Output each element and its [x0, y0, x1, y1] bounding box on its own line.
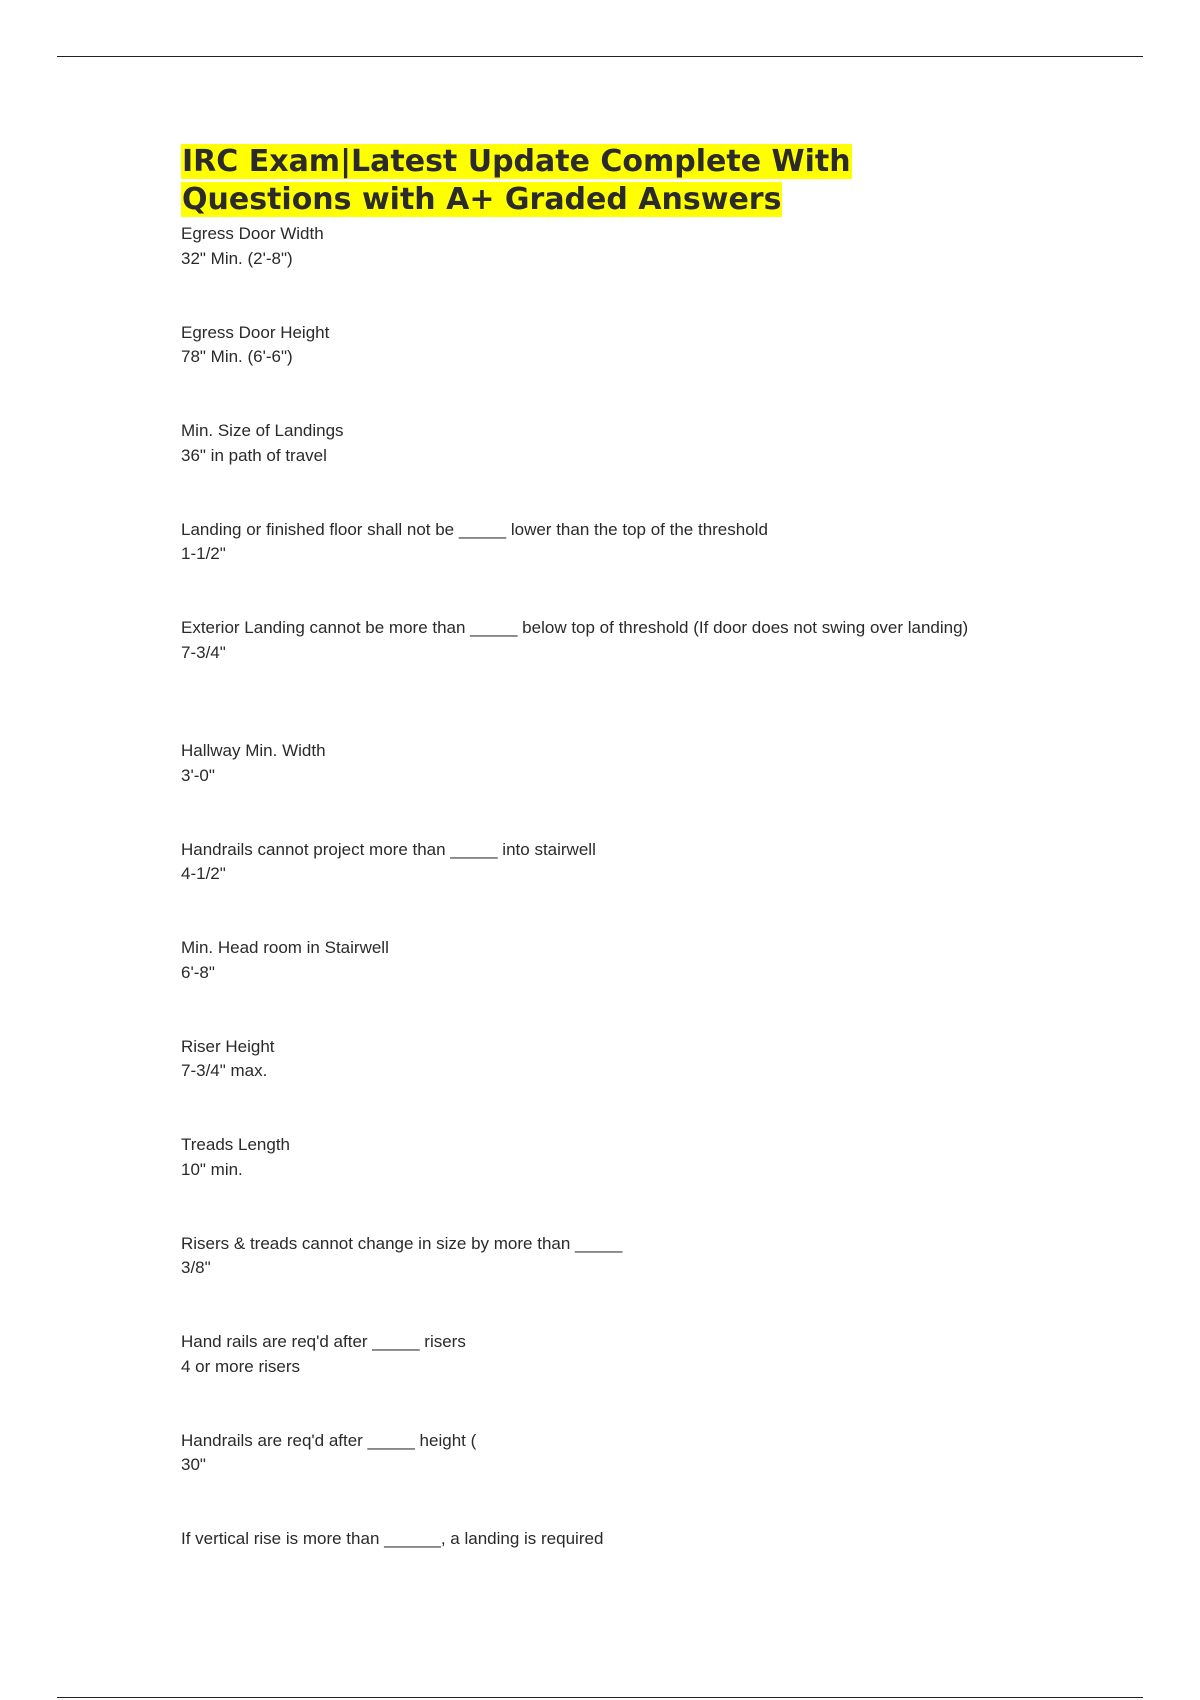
flashcard-answer: 6'-8" — [181, 962, 215, 982]
flashcard-question: Hallway Min. Width — [181, 741, 326, 760]
flashcard — [181, 518, 981, 617]
flashcard — [181, 739, 981, 838]
flashcard — [181, 1035, 981, 1134]
flashcard-question: Risers & treads cannot change in size by more than _____ — [181, 1233, 623, 1253]
flashcard-list — [181, 222, 981, 1626]
flashcard-answer: 4-1/2" — [181, 864, 226, 883]
document-title — [181, 143, 981, 219]
flashcard-question: Handrails cannot project more than _____ into stairwell — [181, 839, 596, 859]
flashcard-question: If vertical rise is more than ______, a landing is required — [181, 1529, 604, 1548]
flashcard — [181, 1232, 981, 1331]
flashcard — [181, 936, 981, 1035]
flashcard — [181, 1429, 981, 1528]
document-body — [181, 143, 981, 1626]
flashcard-question: Egress Door Height — [181, 322, 330, 342]
flashcard-answer: 3'-0" — [181, 765, 215, 785]
flashcard — [181, 838, 981, 937]
flashcard-question: Exterior Landing cannot be more than _____ below top of threshold (If door does not swing over landing) — [181, 618, 969, 637]
flashcard-answer: 32" Min. (2'-8") — [181, 248, 293, 268]
flashcard-question: Hand rails are req'd after _____ risers — [181, 1332, 466, 1351]
flashcard-answer: 3/8" — [181, 1258, 211, 1277]
flashcard-question: Min. Head room in Stairwell — [181, 938, 389, 957]
flashcard-answer: 78" Min. (6'-6") — [181, 347, 293, 366]
title-highlight: IRC Exam|Latest Update Complete With Questions with A+ Graded Answers — [182, 144, 851, 217]
flashcard — [181, 1527, 981, 1626]
header-rule — [57, 56, 1143, 57]
flashcard — [181, 222, 981, 321]
flashcard — [181, 1330, 981, 1429]
flashcard — [181, 1133, 981, 1232]
flashcard — [181, 419, 981, 518]
flashcard-question: Min. Size of Landings — [181, 421, 344, 440]
flashcard-answer: 36" in path of travel — [181, 445, 327, 465]
flashcard-answer: 7-3/4" max. — [181, 1061, 268, 1080]
footer-rule — [57, 1697, 1143, 1698]
flashcard-question: Egress Door Width — [181, 224, 324, 243]
flashcard-answer: 30" — [181, 1455, 206, 1474]
flashcard — [181, 321, 981, 420]
flashcard-answer: 1-1/2" — [181, 544, 226, 563]
flashcard-answer: 7-3/4" — [181, 642, 226, 662]
flashcard-answer: 4 or more risers — [181, 1356, 301, 1376]
flashcard-answer: 10" min. — [181, 1159, 243, 1179]
flashcard — [181, 616, 981, 739]
flashcard-question: Handrails are req'd after _____ height ( — [181, 1430, 477, 1450]
flashcard-question: Landing or finished floor shall not be _____ lower than the top of the threshold — [181, 519, 768, 539]
flashcard-question: Riser Height — [181, 1036, 275, 1056]
flashcard-question: Treads Length — [181, 1135, 290, 1154]
